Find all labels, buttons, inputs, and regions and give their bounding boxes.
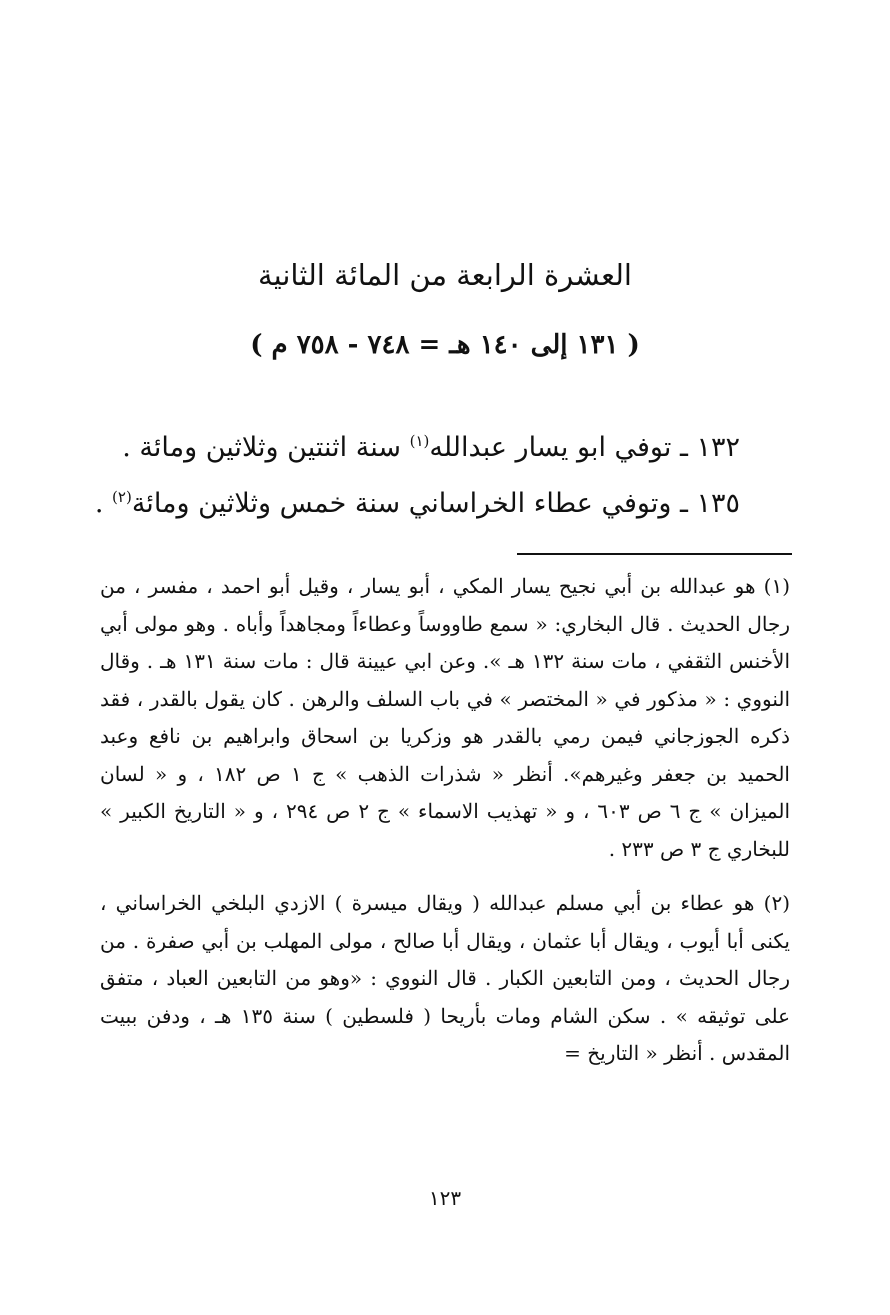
footnotes	[100, 568, 790, 1073]
footnote-1	[100, 568, 790, 868]
date-range: ( ١٣١ إلى ١٤٠ هـ = ٧٤٨ - ٧٥٨ م )	[250, 330, 640, 360]
page-number: ١٢٣	[428, 1186, 462, 1210]
entry-text-end: .	[94, 488, 113, 519]
footnote-ref-2: (٢)	[112, 488, 132, 506]
section-title: العشرة الرابعة من المائة الثانية	[258, 258, 632, 292]
footnote-ref-1: (١)	[409, 432, 430, 450]
entry-text: ١٣٥ ـ وتوفي عطاء الخراساني سنة خمس وثلاثين ومائة	[131, 488, 740, 519]
entry-135	[94, 476, 740, 532]
entry-text: ١٣٢ ـ توفي ابو يسار عبدالله	[429, 432, 740, 463]
entries-list	[94, 420, 740, 532]
footnote-divider	[517, 553, 792, 555]
footnote-2	[100, 885, 790, 1073]
footnote-text: (٢) هو عطاء بن أبي مسلم عبدالله ( ويقال ميسرة ) الازدي البلخي الخراساني ، يكنى أبا أيوب ، ويقال أبا عثمان ، ويقال أبا صالح ، مولى المهلب بن أبي صفرة . من رجال الحديث ، ومن التابعين الكبار . قال النووي : «وهو من التابعين العباد ، متفق على توثيقه » . سكن الشام ومات بأريحا ( فلسطين ) سنة ١٣٥ هـ ، ودفن ببيت المقدس . أنظر « التاريخ =	[100, 891, 791, 1065]
footnote-text: (١) هو عبدالله بن أبي نجيح يسار المكي ، أبو يسار ، وقيل أبو احمد ، مفسر ، من رجال الحديث . قال البخاري: « سمع طاووساً وعطاءاً ومجاهداً وأباه . وهو مولى أبي الأخنس الثقفي ، مات سنة ١٣٢ هـ ». وعن ابي عيينة قال : مات سنة ١٣١ هـ . وقال النووي : « مذكور في « المختصر » في باب السلف والرهن . كان يقول بالقدر ، فقد ذكره الجوزجاني فيمن رمي بالقدر هو وزكريا بن اسحاق وابراهيم بن نافع وعبد الحميد بن جعفر وغيرهم». أنظر « شذرات الذهب » ج ١ ص ١٨٢ ، و « لسان الميزان » ج ٦ ص ٦٠٣ ، و « تهذيب الاسماء » ج ٢ ص ٢٩٤ ، و « التاريخ الكبير » للبخاري ج ٣ ص ٢٣٣ .	[100, 574, 791, 861]
entry-text-end: سنة اثنتين وثلاثين ومائة .	[122, 432, 410, 463]
entry-132	[120, 420, 740, 476]
